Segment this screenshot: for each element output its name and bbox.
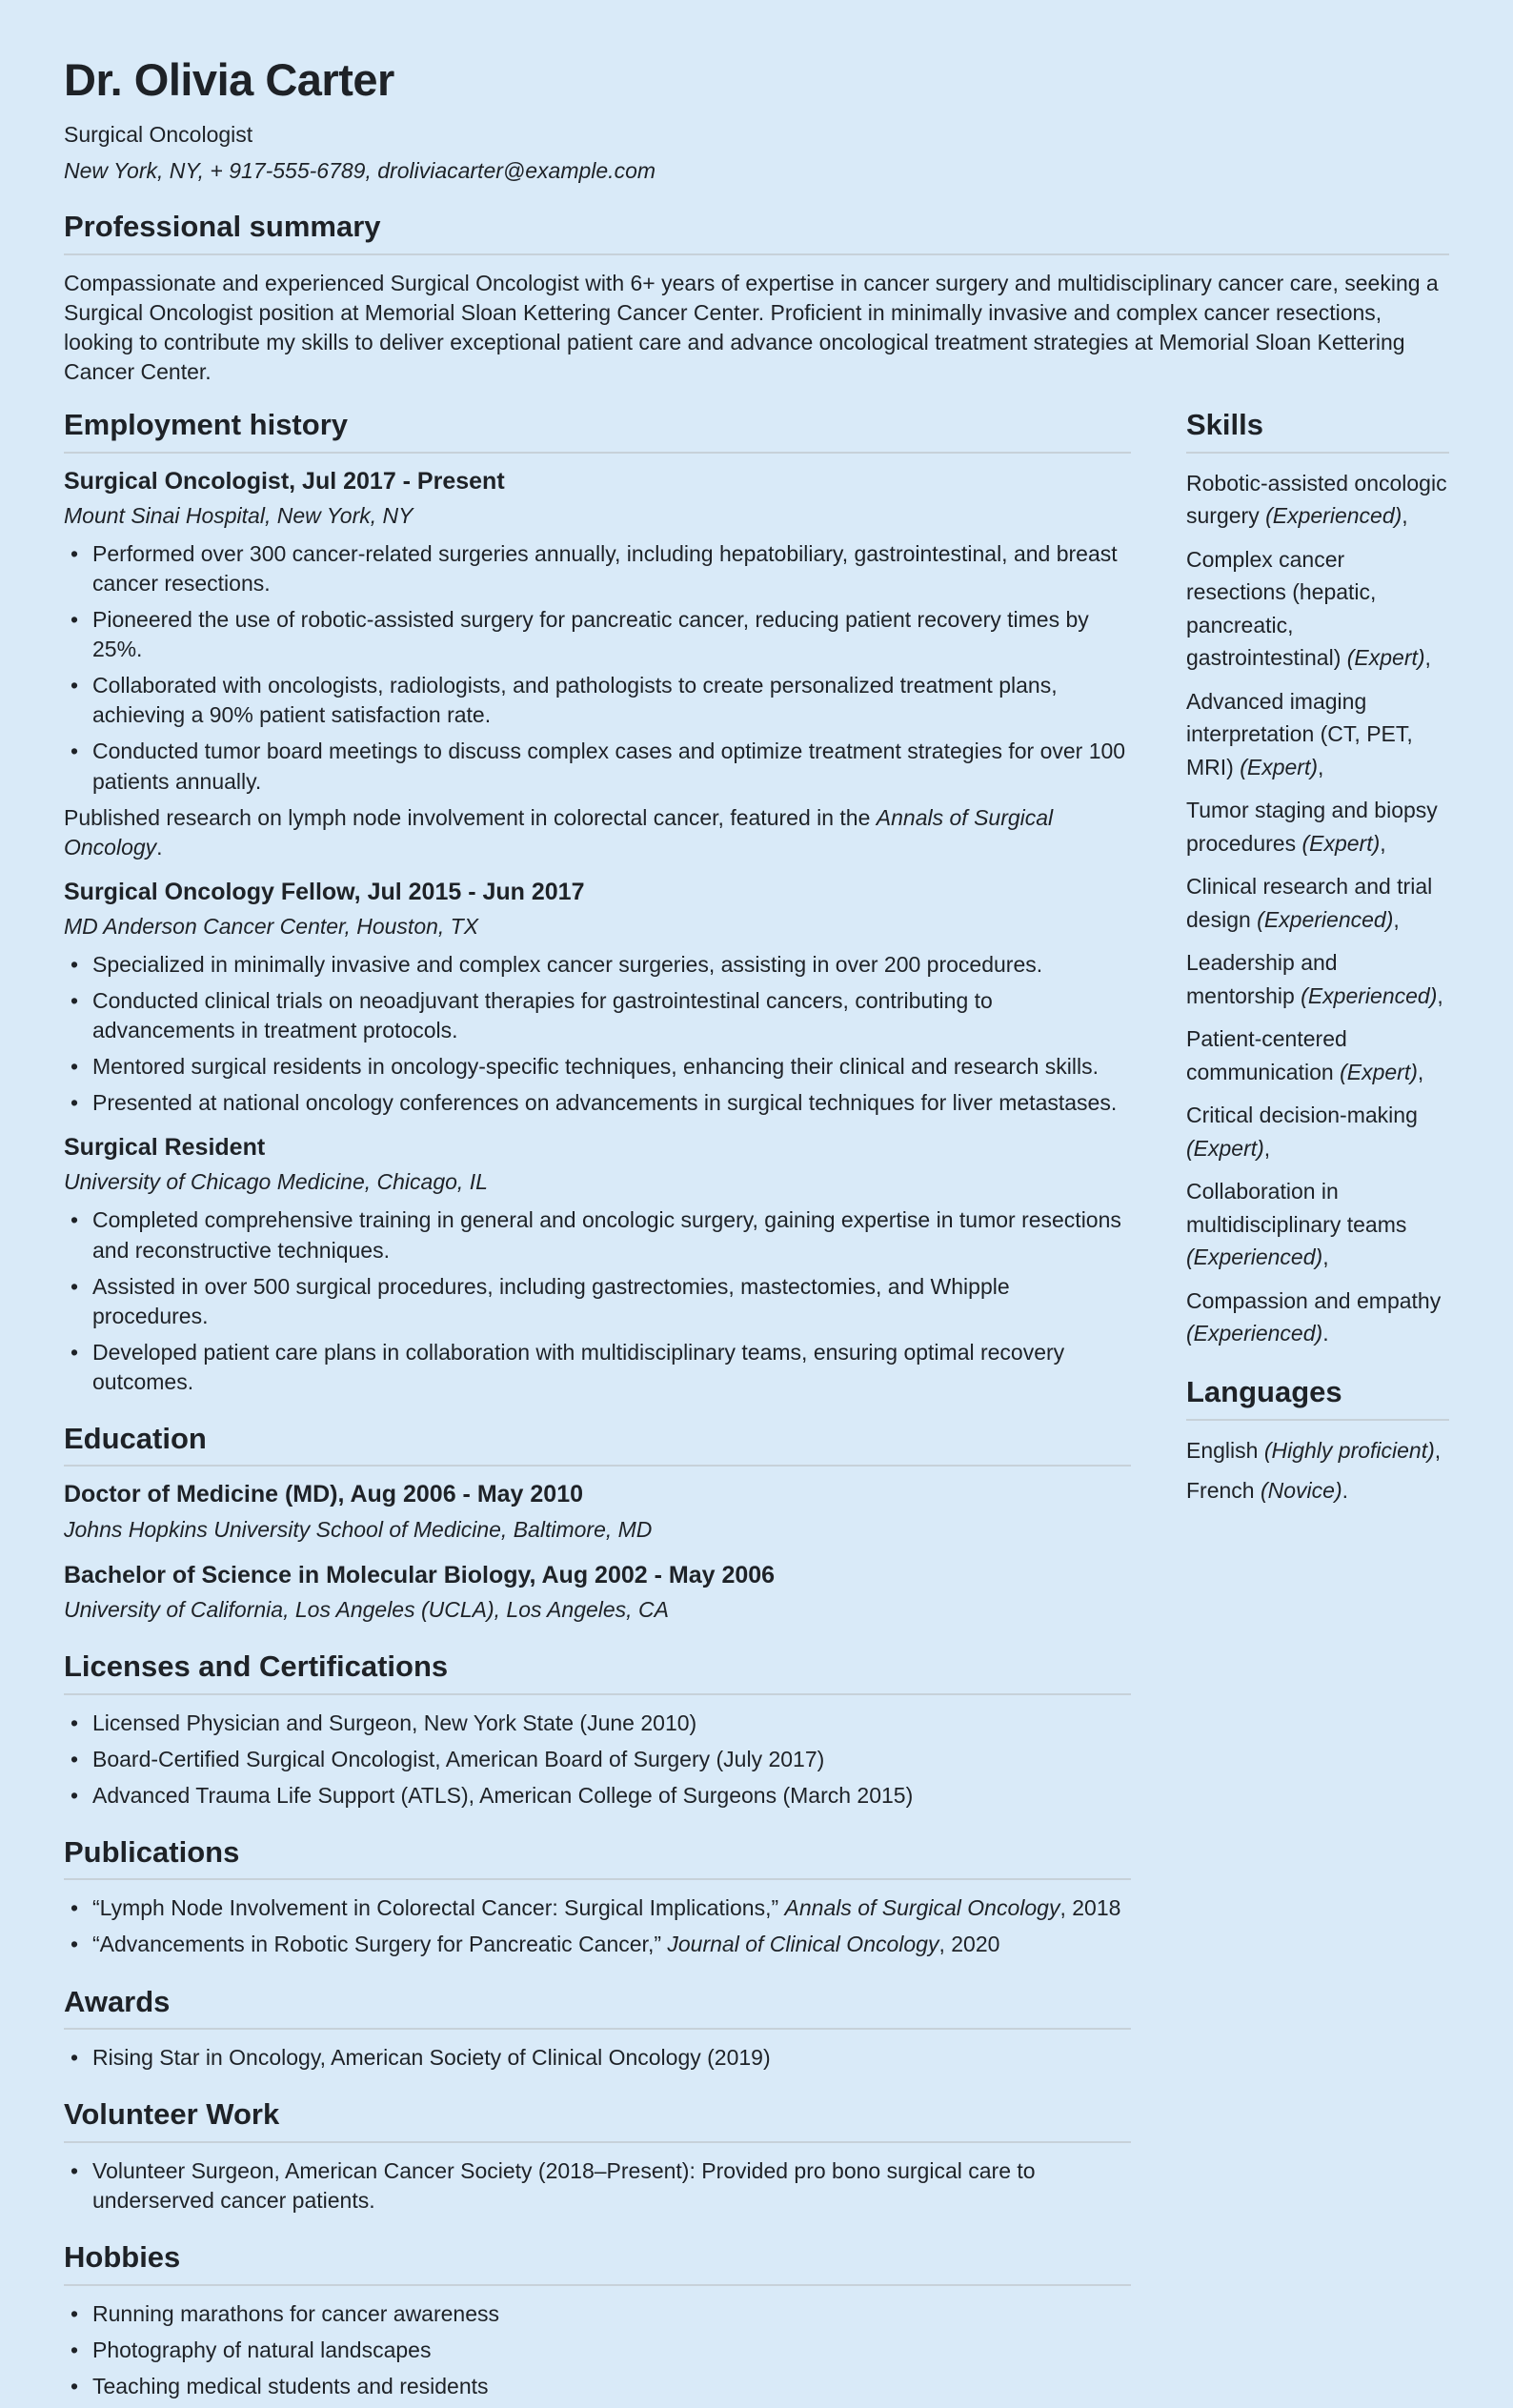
skill-name: Tumor staging and biopsy procedures — [1186, 798, 1438, 856]
language-separator: . — [1342, 1478, 1348, 1504]
licenses-heading: Licenses and Certifications — [64, 1649, 1131, 1695]
skill-level: (Experienced) — [1265, 503, 1402, 529]
license-item: • Advanced Trauma Life Support (ATLS), American College of Surgeons (March 2015) — [64, 1781, 1131, 1811]
job-note — [64, 803, 1131, 862]
awards-heading: Awards — [64, 1985, 1131, 2031]
skill-separator: , — [1380, 830, 1386, 856]
education-heading: Education — [64, 1422, 1131, 1467]
skill-item — [1186, 946, 1449, 1012]
skill-name: Complex cancer resections (hepatic, pancreatic, gastrointestinal) — [1186, 546, 1377, 671]
skill-name: Compassion and empathy — [1186, 1287, 1442, 1313]
skill-level: (Expert) — [1301, 830, 1381, 856]
skill-item — [1186, 1175, 1449, 1274]
education-school: University of California, Los Angeles (UCLA), Los Angeles, CA — [64, 1596, 669, 1622]
skill-name: Collaboration in multidisciplinary teams — [1186, 1179, 1407, 1237]
professional-summary-text: Compassionate and experienced Surgical Oncologist with 6+ years of expertise in cancer surgery and multidisciplinary cancer care, seeking a Surgical Oncologist position at Memorial Sloan Kettering Cancer Center. Proficient in minimally invasive and complex cancer resections, looking to contribute my skills to deliver exceptional patient care and advance oncological treatment strategies at Memorial Sloan Kettering Cancer Center. — [64, 271, 1439, 385]
publication-journal: Annals of Surgical Oncology — [784, 1895, 1060, 1921]
content-columns — [64, 408, 1449, 2407]
person-name: Dr. Olivia Carter — [64, 54, 394, 105]
bullet-item: • Performed over 300 cancer-related surgeries annually, including hepatobiliary, gastrointestinal, and breast cancer resections. — [64, 539, 1131, 598]
skill-level: (Experienced) — [1186, 1244, 1323, 1270]
education-degree: Bachelor of Science in Molecular Biology, Aug 2002 - May 2006 — [64, 1561, 776, 1588]
language-level: (Highly proficient) — [1263, 1437, 1435, 1463]
skill-item — [1186, 1099, 1449, 1164]
skill-level: (Experienced) — [1257, 906, 1394, 932]
license-item: • Board-Certified Surgical Oncologist, American Board of Surgery (July 2017) — [64, 1745, 1131, 1774]
job-title: Surgical Resident — [64, 1134, 266, 1162]
skill-separator: , — [1393, 906, 1400, 932]
job-entry — [64, 467, 1131, 862]
education-school: Johns Hopkins University School of Medicine, Baltimore, MD — [64, 1516, 653, 1542]
bullet-item: • Specialized in minimally invasive and complex cancer surgeries, assisting in over 200 procedures. — [64, 950, 1131, 980]
publication-item — [64, 1930, 1131, 1959]
skill-level: (Experienced) — [1186, 1321, 1323, 1346]
publication-title: “Lymph Node Involvement in Colorectal Cancer: Surgical Implications,” — [92, 1895, 779, 1921]
section-hobbies — [64, 2240, 1131, 2401]
skill-separator: , — [1263, 1135, 1271, 1161]
skill-item — [1186, 1285, 1449, 1350]
skill-level: (Experienced) — [1301, 982, 1438, 1008]
bullet-item: • Completed comprehensive training in general and oncologic surgery, gaining expertise in tumor resections and reconstructive techniques. — [64, 1205, 1131, 1265]
employment-history-heading: Employment history — [64, 408, 1131, 454]
main-column — [64, 408, 1131, 2407]
publication-journal: Journal of Clinical Oncology — [667, 1932, 939, 1957]
job-bullet-list — [64, 539, 1131, 796]
job-bullet-list — [64, 950, 1131, 1118]
language-name: English — [1186, 1437, 1259, 1463]
skills-heading: Skills — [1186, 408, 1449, 454]
sidebar — [1186, 408, 1449, 1514]
volunteer-list — [64, 2156, 1131, 2216]
publication-title: “Advancements in Robotic Surgery for Pancreatic Cancer,” — [92, 1932, 661, 1957]
volunteer-item: • Volunteer Surgeon, American Cancer Society (2018–Present): Provided pro bono surgical care to underserved cancer patients. — [64, 2156, 1131, 2216]
bullet-item: • Presented at national oncology conferences on advancements in surgical techniques for liver metastases. — [64, 1088, 1131, 1118]
job-bullet-list — [64, 1205, 1131, 1396]
job-title: Surgical Oncologist, Jul 2017 - Present — [64, 467, 505, 495]
education-entry — [64, 1561, 1131, 1625]
bullet-item: • Pioneered the use of robotic-assisted surgery for pancreatic cancer, reducing patient recovery times by 25%. — [64, 605, 1131, 664]
job-note-text: Published research on lymph node involvement in colorectal cancer, featured in the — [64, 804, 871, 830]
skill-level: (Expert) — [1346, 645, 1425, 671]
skill-separator: , — [1417, 1059, 1424, 1084]
skill-item — [1186, 794, 1449, 860]
skill-separator: , — [1424, 645, 1431, 671]
bullet-item: • Developed patient care plans in collaboration with multidisciplinary teams, ensuring optimal recovery outcomes. — [64, 1338, 1131, 1397]
skill-level: (Expert) — [1186, 1135, 1264, 1161]
job-entry — [64, 1133, 1131, 1397]
skill-item — [1186, 543, 1449, 675]
award-item: • Rising Star in Oncology, American Society of Clinical Oncology (2019) — [64, 2043, 1131, 2073]
publications-heading: Publications — [64, 1835, 1131, 1881]
section-professional-summary — [64, 210, 1449, 387]
skill-item — [1186, 1022, 1449, 1088]
languages-heading: Languages — [1186, 1375, 1449, 1421]
education-degree: Doctor of Medicine (MD), Aug 2006 - May 2010 — [64, 1481, 584, 1508]
hobby-item: • Running marathons for cancer awareness — [64, 2299, 1131, 2329]
skill-name: Patient-centered communication — [1186, 1026, 1347, 1084]
contact-line: New York, NY, + 917-555-6789, droliviacarter@example.com — [64, 157, 656, 183]
license-item: • Licensed Physician and Surgeon, New York State (June 2010) — [64, 1709, 1131, 1738]
section-licenses — [64, 1649, 1131, 1811]
section-languages — [1186, 1375, 1449, 1508]
publication-year: , 2020 — [938, 1932, 1000, 1957]
bullet-item: • Conducted clinical trials on neoadjuvant therapies for gastrointestinal cancers, contributing to advancements in treatment protocols. — [64, 986, 1131, 1045]
job-note-suffix: . — [156, 834, 163, 860]
skill-item — [1186, 467, 1449, 533]
hobby-item: • Teaching medical students and residents — [64, 2372, 1131, 2401]
bullet-item: • Collaborated with oncologists, radiologists, and pathologists to create personalized treatment plans, achieving a 90% patient satisfaction rate. — [64, 671, 1131, 730]
person-job-title: Surgical Oncologist — [64, 121, 253, 147]
skill-separator: , — [1318, 754, 1324, 779]
job-company: Mount Sinai Hospital, New York, NY — [64, 503, 414, 529]
hobby-item: • Photography of natural landscapes — [64, 2336, 1131, 2365]
section-publications — [64, 1835, 1131, 1960]
skill-name: Clinical research and trial design — [1186, 874, 1433, 932]
language-name: French — [1186, 1478, 1255, 1504]
awards-list — [64, 2043, 1131, 2073]
hobbies-heading: Hobbies — [64, 2240, 1131, 2286]
skill-item — [1186, 870, 1449, 936]
professional-summary-heading: Professional summary — [64, 210, 1449, 255]
volunteer-heading: Volunteer Work — [64, 2097, 1131, 2143]
job-entry — [64, 878, 1131, 1119]
skill-name: Advanced imaging interpretation (CT, PET, MRI) — [1186, 688, 1413, 779]
section-volunteer-work — [64, 2097, 1131, 2216]
job-company: MD Anderson Cancer Center, Houston, TX — [64, 913, 479, 939]
education-entry — [64, 1480, 1131, 1544]
job-title: Surgical Oncology Fellow, Jul 2015 - Jun 2017 — [64, 878, 585, 905]
publication-item — [64, 1893, 1131, 1923]
publication-year: , 2018 — [1059, 1895, 1121, 1921]
section-skills — [1186, 408, 1449, 1350]
language-item — [1186, 1474, 1449, 1508]
language-separator: , — [1434, 1437, 1442, 1463]
language-item — [1186, 1434, 1449, 1467]
section-employment-history — [64, 408, 1131, 1397]
resume-header — [64, 55, 1449, 185]
skill-separator: , — [1402, 503, 1408, 529]
skill-name: Critical decision-making — [1186, 1103, 1418, 1128]
skill-separator: , — [1322, 1244, 1329, 1270]
skill-separator: . — [1322, 1321, 1329, 1346]
bullet-item: • Conducted tumor board meetings to discuss complex cases and optimize treatment strategies for over 100 patients annually. — [64, 737, 1131, 796]
bullet-item: • Mentored surgical residents in oncology-specific techniques, enhancing their clinical and research skills. — [64, 1052, 1131, 1082]
skill-name: Leadership and mentorship — [1186, 950, 1338, 1008]
section-awards — [64, 1985, 1131, 2074]
bullet-item: • Assisted in over 500 surgical procedures, including gastrectomies, mastectomies, and Whipple procedures. — [64, 1272, 1131, 1331]
skill-item — [1186, 685, 1449, 784]
skill-level: (Expert) — [1340, 1059, 1418, 1084]
section-education — [64, 1422, 1131, 1625]
job-note-journal: Annals of Surgical Oncology — [64, 804, 1054, 860]
publications-list — [64, 1893, 1131, 1959]
job-company: University of Chicago Medicine, Chicago, IL — [64, 1169, 488, 1195]
skill-level: (Expert) — [1240, 754, 1319, 779]
skill-name: Robotic-assisted oncologic surgery — [1186, 470, 1447, 529]
skill-separator: , — [1437, 982, 1443, 1008]
hobbies-list — [64, 2299, 1131, 2401]
language-level: (Novice) — [1260, 1478, 1342, 1504]
licenses-list — [64, 1709, 1131, 1811]
